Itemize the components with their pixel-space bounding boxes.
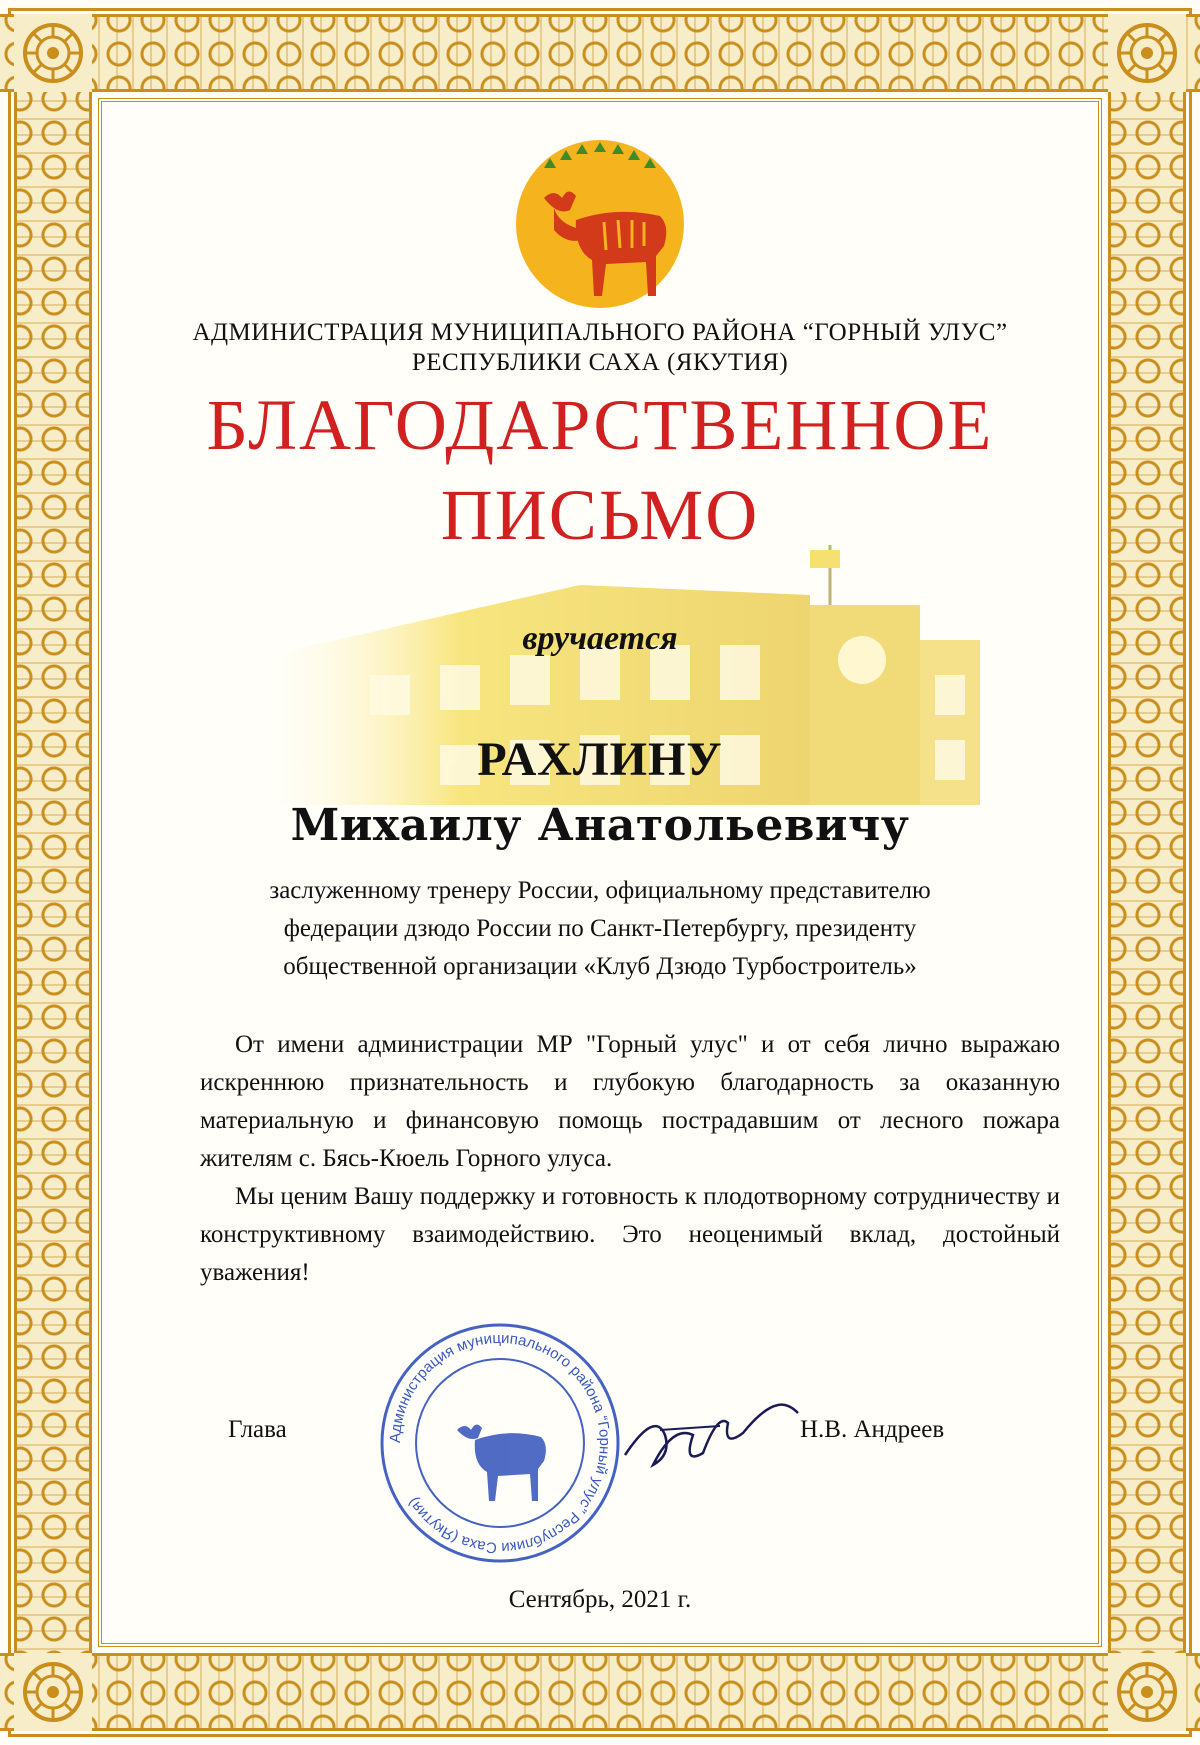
moose-emblem-logo <box>514 138 686 310</box>
recipient-given-name: Михаилу Анатольевичу <box>290 800 910 851</box>
issuer-line: АДМИНИСТРАЦИЯ МУНИЦИПАЛЬНОГО РАЙОНА “ГОРНЫЙ УЛУС” <box>192 319 1008 346</box>
corner-sun-ornament-icon <box>14 14 92 92</box>
role-line: заслуженному тренеру России, официальному представителю <box>269 877 931 904</box>
role-line: федерации дзюдо России по Санкт-Петербургу, президенту <box>283 915 917 942</box>
letter-body <box>200 1026 1060 1292</box>
corner-sun-ornament-icon <box>1108 14 1186 92</box>
document-title: БЛАГОДАРСТВЕННОЕ <box>206 385 994 465</box>
corner-sun-ornament-icon <box>1108 1653 1186 1731</box>
recipient-surname: РАХЛИНУ <box>477 733 723 786</box>
body-paragraph: Мы ценим Вашу поддержку и готовность к плодотворному сотрудничеству и конструктивному взаимодействию. Это неоценимый вклад, достойный уважения! <box>200 1183 1060 1286</box>
ornament-border-right <box>1108 14 1186 1731</box>
handwritten-signature <box>620 1400 810 1480</box>
issue-date: Сентябрь, 2021 г. <box>508 1586 692 1613</box>
corner-sun-ornament-icon <box>14 1653 92 1731</box>
awarded-label: вручается <box>522 620 678 657</box>
ornament-border-left <box>14 14 92 1731</box>
stamp-text: Администрация муниципального района “Горный улус” Республики Саха (Якутия) <box>386 1329 614 1557</box>
role-line: общественной организации «Клуб Дзюдо Турбостроитель» <box>283 953 917 980</box>
body-paragraph: От имени администрации МР "Горный улус" и от себя лично выражаю искреннюю признательность и глубокую благодарность за оказанную материальную и финансовую помощь пострадавшим от лесного пожара жителям с. Бясь-Кюель Горного улуса. <box>200 1031 1060 1172</box>
issuer-heading <box>100 318 1100 378</box>
ornament-border-top <box>0 14 1200 92</box>
document-title: ПИСЬМО <box>440 475 760 555</box>
official-seal-stamp <box>375 1318 625 1568</box>
issuer-line: РЕСПУБЛИКИ САХА (ЯКУТИЯ) <box>411 349 789 376</box>
ornament-border-bottom <box>0 1653 1200 1731</box>
signatory-name: Н.В. Андреев <box>800 1416 945 1443</box>
signatory-position: Глава <box>228 1416 287 1443</box>
recipient-role <box>100 872 1100 986</box>
